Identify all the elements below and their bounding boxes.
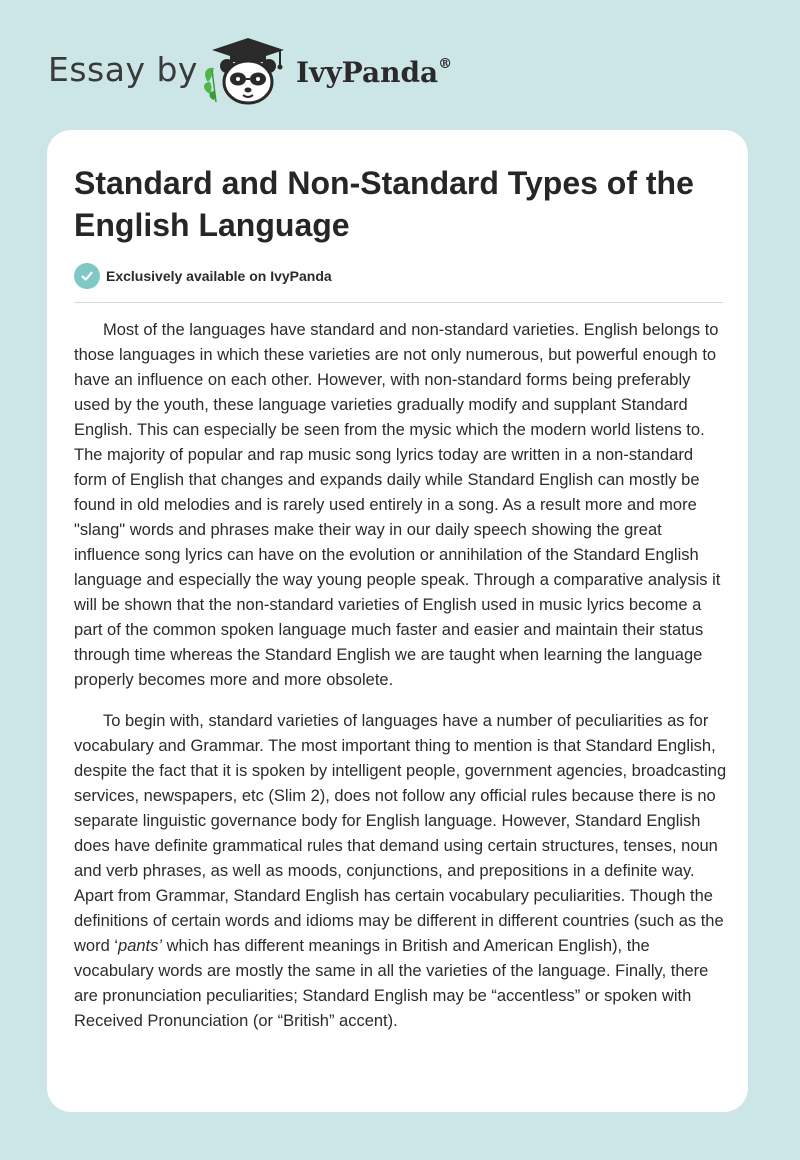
paragraph-2-emphasis: pants’ <box>118 937 163 955</box>
brand-name[interactable] <box>296 56 452 89</box>
exclusive-badge-label: Exclusively available on IvyPanda <box>106 268 332 284</box>
registered-mark: ® <box>438 55 453 72</box>
page-title: Standard and Non-Standard Types of the English Language <box>74 165 694 243</box>
brand-text: IvyPanda <box>296 56 439 89</box>
check-icon <box>74 263 100 289</box>
paragraph-2 <box>74 709 729 1034</box>
article-card <box>47 130 748 1112</box>
panda-logo-icon[interactable] <box>200 36 292 108</box>
essay-by-label: Essay by <box>48 50 198 89</box>
check-mark-icon <box>80 269 94 283</box>
exclusive-badge <box>74 262 332 290</box>
paragraph-2-part-a: To begin with, standard varieties of languages have a number of peculiarities as for vocabulary and Grammar. The most important thing to mention is that Standard English, despite the fact that it is spoken by intelligent people, government agencies, broadcasting services, newspapers, etc (Slim 2), does not follow any official rules because there is no separate linguistic governance body for English language. However, Standard English does have definite grammatical rules that demand using certain structures, tenses, noun and verb phrases, as well as moods, conjunctions, and prepositions in a definite way. Apart from Grammar, Standard English has certain vocabulary peculiarities. Though the definitions of certain words and idioms may be different in different countries (such as the word ‘ <box>74 712 727 955</box>
site-header <box>0 0 800 130</box>
divider <box>74 302 723 303</box>
article-body <box>74 318 729 1050</box>
paragraph-2-part-b: which has different meanings in British and American English), the vocabulary words are mostly the same in all the varieties of the language. Finally, there are pronunciation peculiarities; Standard English may be “accentless” or spoken with Received Pronunciation (or “British” accent). <box>74 937 709 1030</box>
paragraph-1: Most of the languages have standard and non-standard varieties. English belongs to those languages in which these varieties are not only numerous, but powerful enough to have an influence on each other. However, with non-standard forms being preferably used by the youth, these language varieties gradually modify and supplant Standard English. This can especially be seen from the mysic which the modern world listens to. The majority of popular and rap music song lyrics today are written in a non-standard form of English that changes and expands daily while Standard English can mostly be found in old melodies and is rarely used entirely in a song. As a result more and more "slang" words and phrases make their way in our daily speech showing the great influence song lyrics can have on the evolution or annihilation of the Standard English language and especially the way young people speak. Through a comparative analysis it will be shown that the non-standard varieties of English used in music lyrics become a part of the common spoken language much faster and easier and maintain their status through time whereas the Standard English we are taught when learning the language properly becomes more and more obsolete. <box>74 321 721 689</box>
